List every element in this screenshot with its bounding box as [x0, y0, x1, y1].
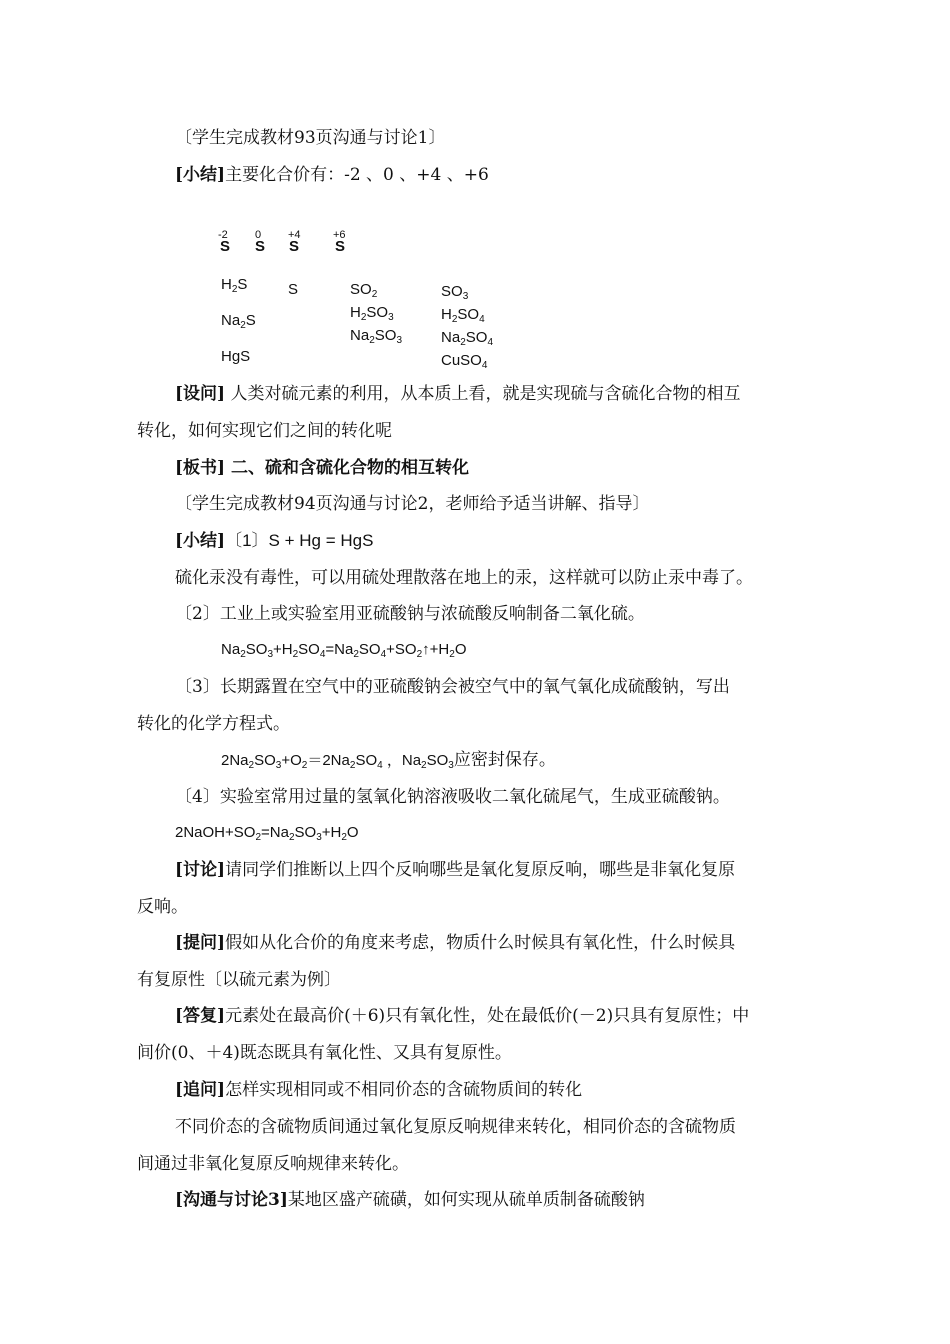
discussion-paragraph-cont: 反响。: [137, 897, 188, 917]
equation-2: $2Na_2SO_3+O_2=2Na_2SO_4$ ，$Na_2SO_3$应密封保存。: [221, 750, 556, 771]
question-paragraph: [175, 384, 741, 404]
discussion-label: [讨论]: [175, 860, 226, 880]
ask-paragraph-cont: 有复原性〔以硫元素为例〕: [137, 970, 341, 990]
ask-label: [提问]: [175, 933, 226, 953]
sulfur-symbol: S: [220, 238, 231, 255]
ask-text: 假如从化合价的角度来考虑，物质什么时候具有氧化性，什么时候具: [225, 933, 736, 953]
exchange-label: [沟通与讨论3]: [175, 1190, 288, 1210]
sulfur-symbol: S: [335, 238, 346, 255]
paragraph-intro: 〔学生完成教材93页沟通与讨论1〕: [175, 128, 446, 148]
compound-plus4: $SO_2$: [350, 281, 378, 300]
compound-plus6: $H_2SO_4$: [441, 306, 485, 325]
compound-plus6: $Na_2SO_4$: [441, 329, 493, 348]
follow-up-text: 怎样实现相同或不相同价态的含硫物质间的转化: [225, 1080, 583, 1100]
valence-top: +4: [288, 229, 301, 241]
answer-label: [答复]: [175, 1006, 226, 1026]
paragraph-reaction-4: 〔4〕实验室常用过量的氢氧化钠溶液吸收二氧化硫尾气，生成亚硫酸钠。: [175, 787, 730, 807]
conclusion-paragraph-cont: 间通过非氧化复原反响规律来转化。: [137, 1154, 409, 1174]
paragraph-reaction-2: 〔2〕工业上或实验室用亚硫酸钠与浓硫酸反响制备二氧化硫。: [175, 604, 645, 624]
question-text: 人类对硫元素的利用，从本质上看，就是实现硫与含硫化合物的相互: [225, 384, 741, 404]
valence-top: +6: [333, 229, 346, 241]
compound-zero: S: [288, 281, 299, 298]
equation-1: $Na_2SO_3+H_2SO_4=Na_2SO_4+SO_2↑+H_2O$: [221, 641, 467, 660]
paragraph-reaction-3: 〔3〕长期露置在空气中的亚硫酸钠会被空气中的氧气氧化成硫酸钠，写出: [175, 677, 730, 697]
valence-top: -2: [218, 229, 228, 241]
discussion-paragraph: [175, 860, 735, 880]
question-label: [设问]: [175, 384, 226, 404]
paragraph-reaction-3-cont: 转化的化学方程式。: [137, 714, 290, 734]
summary-valence: [175, 165, 489, 185]
summary-text: 〔1〕S + Hg = HgS: [225, 531, 374, 550]
exchange-text: 某地区盛产硫磺，如何实现从硫单质制备硫酸钠: [287, 1190, 645, 1210]
valence-top: 0: [255, 229, 262, 241]
compound-plus4: $H_2SO_3$: [350, 304, 394, 323]
compound-plus6: $SO_3$: [441, 283, 469, 302]
answer-text: 元素处在最高价(＋6)只有氧化性，处在最低价(－2)只具有复原性；中: [225, 1006, 750, 1026]
question-paragraph-cont: 转化，如何实现它们之间的转化呢: [137, 421, 392, 441]
board-text: 二、硫和含硫化合物的相互转化: [225, 458, 470, 478]
compound-minus2: HgS: [221, 348, 251, 365]
ask-paragraph: [175, 933, 735, 953]
compound-plus6: CuSO$_4$: [441, 352, 488, 371]
sulfur-symbol: S: [255, 238, 266, 255]
compound-plus4: $Na_2SO_3$: [350, 327, 402, 346]
discussion-text: 请同学们推断以上四个反响哪些是氧化复原反响，哪些是非氧化复原: [225, 860, 736, 880]
answer-paragraph-cont: 间价(0、＋4)既态既具有氧化性、又具有复原性。: [137, 1043, 512, 1063]
summary-text: 主要化合价有：-2 、0 、+4 、+6: [225, 165, 489, 185]
sulfur-symbol: S: [289, 238, 300, 255]
exchange-paragraph: [175, 1190, 645, 1210]
summary-label: [小结]: [175, 165, 226, 185]
paragraph-mercury: 硫化汞没有毒性，可以用硫处理散落在地上的汞，这样就可以防止汞中毒了。: [175, 568, 753, 588]
board-heading: [175, 458, 469, 478]
paragraph-task: 〔学生完成教材94页沟通与讨论2，老师给予适当讲解、指导〕: [175, 494, 650, 514]
follow-up-label: [追问]: [175, 1080, 226, 1100]
board-label: [板书]: [175, 458, 226, 478]
answer-paragraph: [175, 1006, 749, 1026]
compound-minus2: $H_2S$: [221, 276, 248, 295]
summary-reaction-1: [175, 531, 373, 551]
compound-minus2: $Na_2S$: [221, 312, 256, 331]
conclusion-paragraph: 不同价态的含硫物质间通过氧化复原反响规律来转化，相同价态的含硫物质: [175, 1117, 736, 1137]
summary-label: [小结]: [175, 531, 226, 551]
equation-3: $2NaOH+SO_2=Na_2SO_3+H_2O$: [175, 824, 359, 843]
follow-up-paragraph: [175, 1080, 582, 1100]
